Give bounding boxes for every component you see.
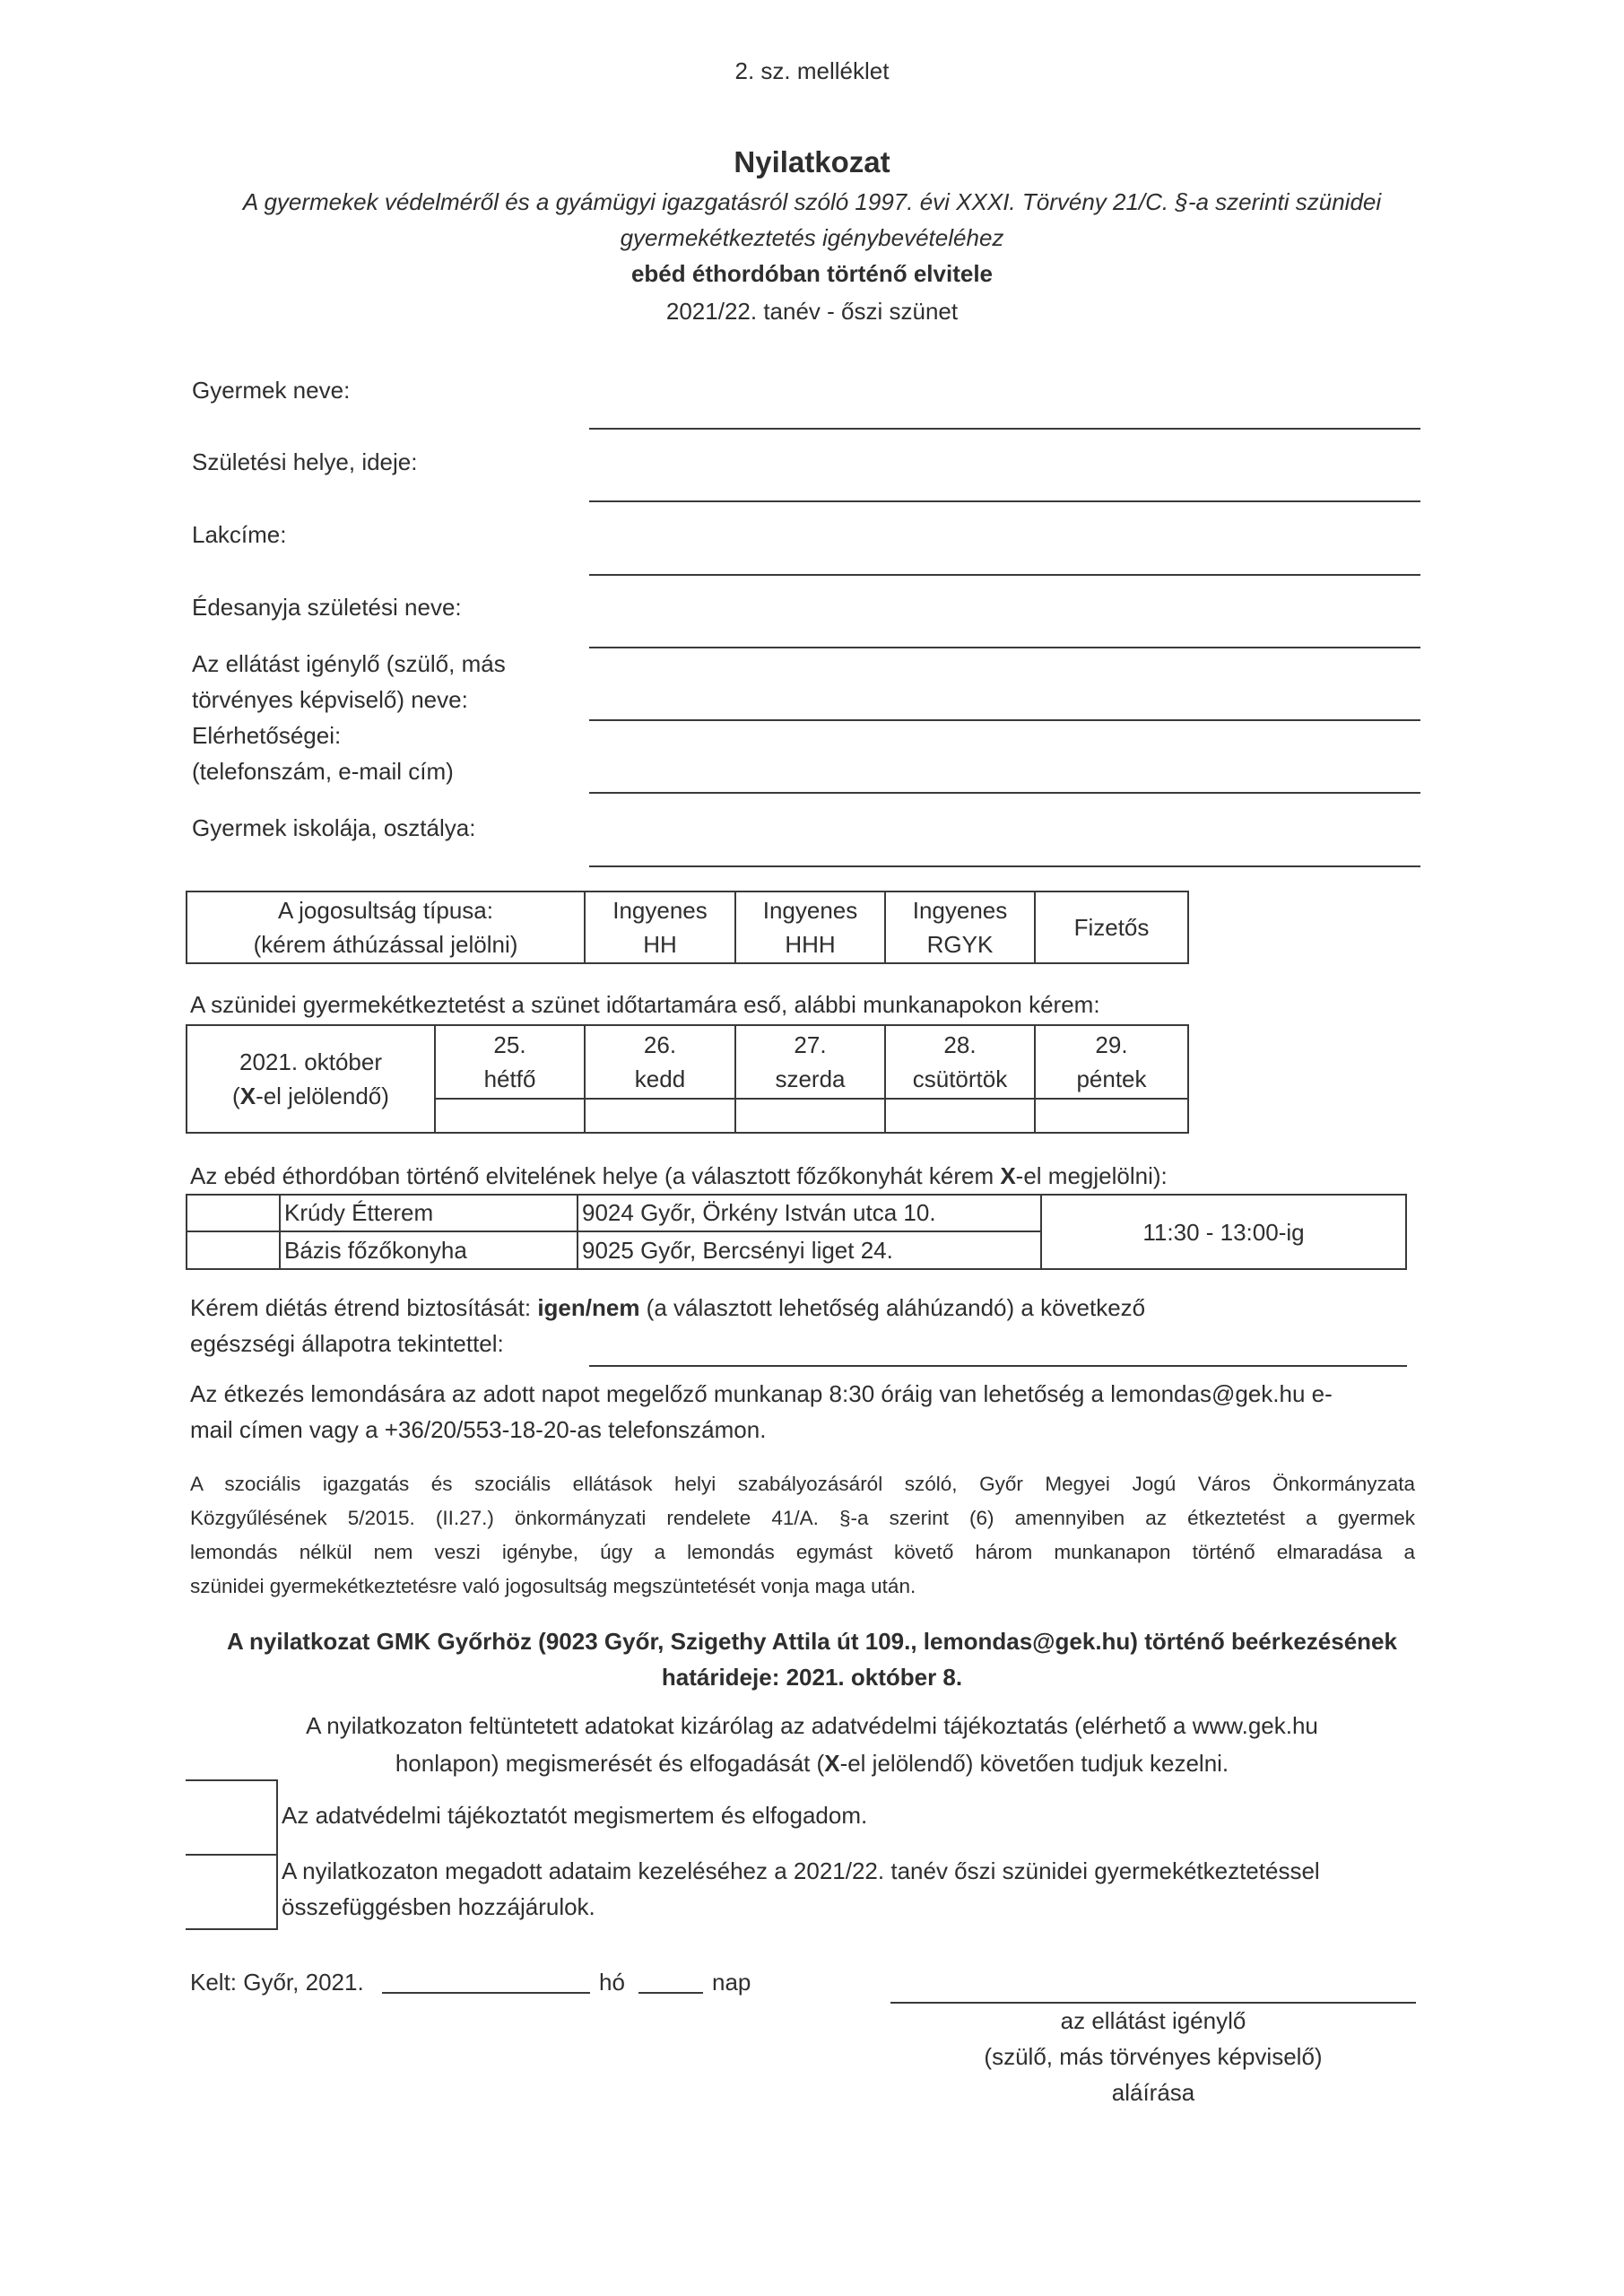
field-label-mother-name: Édesanyja születési neve: <box>192 594 462 621</box>
consent-checkbox-data-processing[interactable] <box>186 1856 276 1928</box>
day-header-29 <box>1036 1026 1187 1098</box>
entitlement-option-hh[interactable] <box>586 892 734 962</box>
month-suffix: hó <box>599 1969 625 1996</box>
subtitle-line-2: gyermekétkeztetés igénybevételéhez <box>620 224 1004 251</box>
day-mark-cell-25[interactable] <box>436 1100 584 1132</box>
option-line-2: HH <box>643 931 677 958</box>
option-line-1: Ingyenes <box>762 897 858 924</box>
subtitle-bold: ebéd éthordóban történő elvitele <box>630 260 994 287</box>
signer-line-3: aláírása <box>1111 2079 1195 2106</box>
day-date: 27. <box>794 1031 827 1058</box>
day-weekday: péntek <box>1076 1065 1147 1092</box>
field-label-school: Gyermek iskolája, osztálya: <box>192 814 476 841</box>
x-mark-label: X <box>824 1750 840 1777</box>
day-date: 28. <box>943 1031 977 1058</box>
kitchen-name: Krúdy Étterem <box>284 1199 434 1226</box>
day-field[interactable] <box>638 1992 703 1994</box>
kitchen-name: Bázis főzőkonyha <box>284 1236 467 1264</box>
day-weekday: csütörtök <box>912 1065 1008 1092</box>
field-label-birth: Születési helye, ideje: <box>192 448 418 475</box>
diet-yes-no-option[interactable]: igen/nem <box>537 1294 640 1321</box>
contact-field[interactable] <box>589 792 1420 794</box>
x-mark-label: X <box>239 1083 256 1109</box>
diet-line-1 <box>190 1296 1145 1319</box>
day-date: 29. <box>1095 1031 1128 1058</box>
day-header-25 <box>436 1026 584 1098</box>
cancellation-line-2: mail címen vagy a +36/20/553-18-20-as telefonszámon. <box>190 1416 767 1443</box>
field-label-contact-2: (telefonszám, e-mail cím) <box>192 758 454 785</box>
day-weekday: szerda <box>775 1065 846 1092</box>
cancellation-line-1: Az étkezés lemondására az adott napot megelőző munkanap 8:30 óráig van lehetőség a lemondas@gek.hu e- <box>190 1380 1333 1407</box>
school-class-field[interactable] <box>589 865 1420 867</box>
option-line-2: HHH <box>785 931 836 958</box>
field-label-address: Lakcíme: <box>192 521 287 548</box>
consent-label-privacy-notice: Az adatvédelmi tájékoztatót megismertem és elfogadom. <box>282 1802 868 1829</box>
pickup-intro-rest: -el megjelölni): <box>1015 1162 1168 1189</box>
legal-line: lemondás nélkül nem veszi igénybe, úgy a lemondás egymást követő három munkanapon történő elmaradása a <box>190 1541 1415 1563</box>
month-header <box>187 1026 434 1132</box>
mark-instruction-rest: -el jelölendő) <box>256 1083 389 1109</box>
day-header-27 <box>736 1026 884 1098</box>
checkbox-border <box>276 1779 278 1930</box>
pickup-hours: 11:30 - 13:00-ig <box>1142 1218 1305 1246</box>
school-period: 2021/22. tanév - őszi szünet <box>665 298 959 325</box>
place-date-prefix: Kelt: Győr, 2021. <box>190 1969 364 1996</box>
consent-label-data-processing-2: összefüggésben hozzájárulok. <box>282 1893 595 1920</box>
privacy-line-1: A nyilatkozaton feltüntetett adatokat kizárólag az adatvédelmi tájékoztatás (elérhető a www.gek.hu <box>306 1712 1318 1739</box>
entitlement-option-hhh[interactable] <box>736 892 884 962</box>
table-border <box>186 1268 1407 1270</box>
field-label-contact-1: Elérhetőségei: <box>192 722 342 749</box>
entitlement-option-paid[interactable] <box>1036 892 1187 962</box>
consent-checkbox-privacy-notice[interactable] <box>186 1781 276 1854</box>
checkbox-border <box>186 1928 278 1930</box>
day-mark-cell-29[interactable] <box>1036 1100 1187 1132</box>
page-title: Nyilatkozat <box>734 145 890 178</box>
field-label-guardian-2: törvényes képviselő) neve: <box>192 686 468 713</box>
pickup-intro <box>190 1164 1168 1187</box>
month-field[interactable] <box>382 1992 590 1994</box>
signature-field[interactable] <box>890 2002 1416 2004</box>
day-date: 26. <box>643 1031 677 1058</box>
legal-line: szünidei gyermekétkeztetésre való jogosultság megszüntetését vonja maga után. <box>190 1575 916 1597</box>
privacy-line-2 <box>0 1752 1624 1775</box>
table-border <box>1405 1194 1407 1270</box>
table-border <box>186 962 1189 964</box>
x-mark-label: X <box>1000 1162 1016 1189</box>
kitchen-address: 9024 Győr, Örkény István utca 10. <box>582 1199 936 1226</box>
kitchen-mark-cell-krudy[interactable] <box>187 1196 279 1231</box>
entitlement-header <box>187 892 584 962</box>
deadline-line-2: határideje: 2021. október 8. <box>661 1664 963 1691</box>
child-name-field[interactable] <box>589 428 1420 430</box>
signer-line-2: (szülő, más törvényes képviselő) <box>984 2043 1323 2070</box>
field-label-child-name: Gyermek neve: <box>192 377 351 404</box>
field-label-guardian-1: Az ellátást igénylő (szülő, más <box>192 650 506 677</box>
annex-label: 2. sz. melléklet <box>734 57 890 84</box>
diet-text-rest: (a választott lehetőség aláhúzandó) a következő <box>639 1294 1146 1321</box>
subtitle-line-1: A gyermekek védelméről és a gyámügyi igazgatásról szóló 1997. évi XXXI. Törvény 21/C. §-a szerinti szünidei <box>242 188 1382 215</box>
mark-instruction <box>232 1079 389 1113</box>
mother-name-field[interactable] <box>589 647 1420 648</box>
day-suffix: nap <box>712 1969 751 1996</box>
birth-place-date-field[interactable] <box>589 500 1420 502</box>
table-border <box>1187 891 1189 964</box>
day-date: 25. <box>493 1031 526 1058</box>
privacy-text-rest: -el jelölendő) követően tudjuk kezelni. <box>839 1750 1229 1777</box>
option-line-1: Ingyenes <box>612 897 708 924</box>
day-weekday: hétfő <box>483 1065 536 1092</box>
entitlement-header-line-2: (kérem áthúzással jelölni) <box>253 931 518 958</box>
address-field[interactable] <box>589 574 1420 576</box>
table-border <box>1187 1024 1189 1134</box>
day-header-26 <box>586 1026 734 1098</box>
entitlement-header-line-1: A jogosultság típusa: <box>278 897 493 924</box>
day-header-28 <box>886 1026 1034 1098</box>
kitchen-mark-cell-bazis[interactable] <box>187 1232 279 1268</box>
privacy-text: honlapon) megismerését és elfogadását ( <box>395 1750 825 1777</box>
day-mark-cell-26[interactable] <box>586 1100 734 1132</box>
option-line-2: RGYK <box>926 931 994 958</box>
option-line-1: Fizetős <box>1073 914 1150 941</box>
health-condition-field[interactable] <box>589 1365 1407 1367</box>
days-intro: A szünidei gyermekétkeztetést a szünet időtartamára eső, alábbi munkanapokon kérem: <box>190 991 1100 1018</box>
signer-line-1: az ellátást igénylő <box>1060 2007 1246 2034</box>
day-mark-cell-27[interactable] <box>736 1100 884 1132</box>
pickup-intro-text: Az ebéd éthordóban történő elvitelének helye (a választott főzőkonyhát kérem <box>190 1162 1001 1189</box>
diet-text: Kérem diétás étrend biztosítását: <box>190 1294 538 1321</box>
diet-line-2: egészségi állapotra tekintettel: <box>190 1330 504 1357</box>
legal-line: A szociális igazgatás és szociális ellátások helyi szabályozásáról szóló, Győr Megyei Jogú Város Önkormányzata <box>190 1473 1415 1495</box>
consent-label-data-processing-1: A nyilatkozaton megadott adataim kezeléséhez a 2021/22. tanév őszi szünidei gyermekétkeztetéssel <box>282 1857 1320 1884</box>
table-border <box>186 1132 1189 1134</box>
day-mark-cell-28[interactable] <box>886 1100 1034 1132</box>
paren-open: ( <box>232 1083 240 1109</box>
kitchen-address: 9025 Győr, Bercsényi liget 24. <box>582 1236 893 1264</box>
legal-line: Közgyűlésének 5/2015. (II.27.) önkormányzati rendelete 41/A. §-a szerint (6) amennyiben az étkeztetést a gyermek <box>190 1507 1415 1529</box>
guardian-name-field[interactable] <box>589 719 1420 721</box>
option-line-1: Ingyenes <box>912 897 1008 924</box>
deadline-line-1: A nyilatkozat GMK Győrhöz (9023 Győr, Szigethy Attila út 109., lemondas@gek.hu) történő beérkezésének <box>227 1628 1397 1655</box>
month-label: 2021. október <box>239 1048 382 1075</box>
entitlement-option-rgyk[interactable] <box>886 892 1034 962</box>
day-weekday: kedd <box>634 1065 686 1092</box>
